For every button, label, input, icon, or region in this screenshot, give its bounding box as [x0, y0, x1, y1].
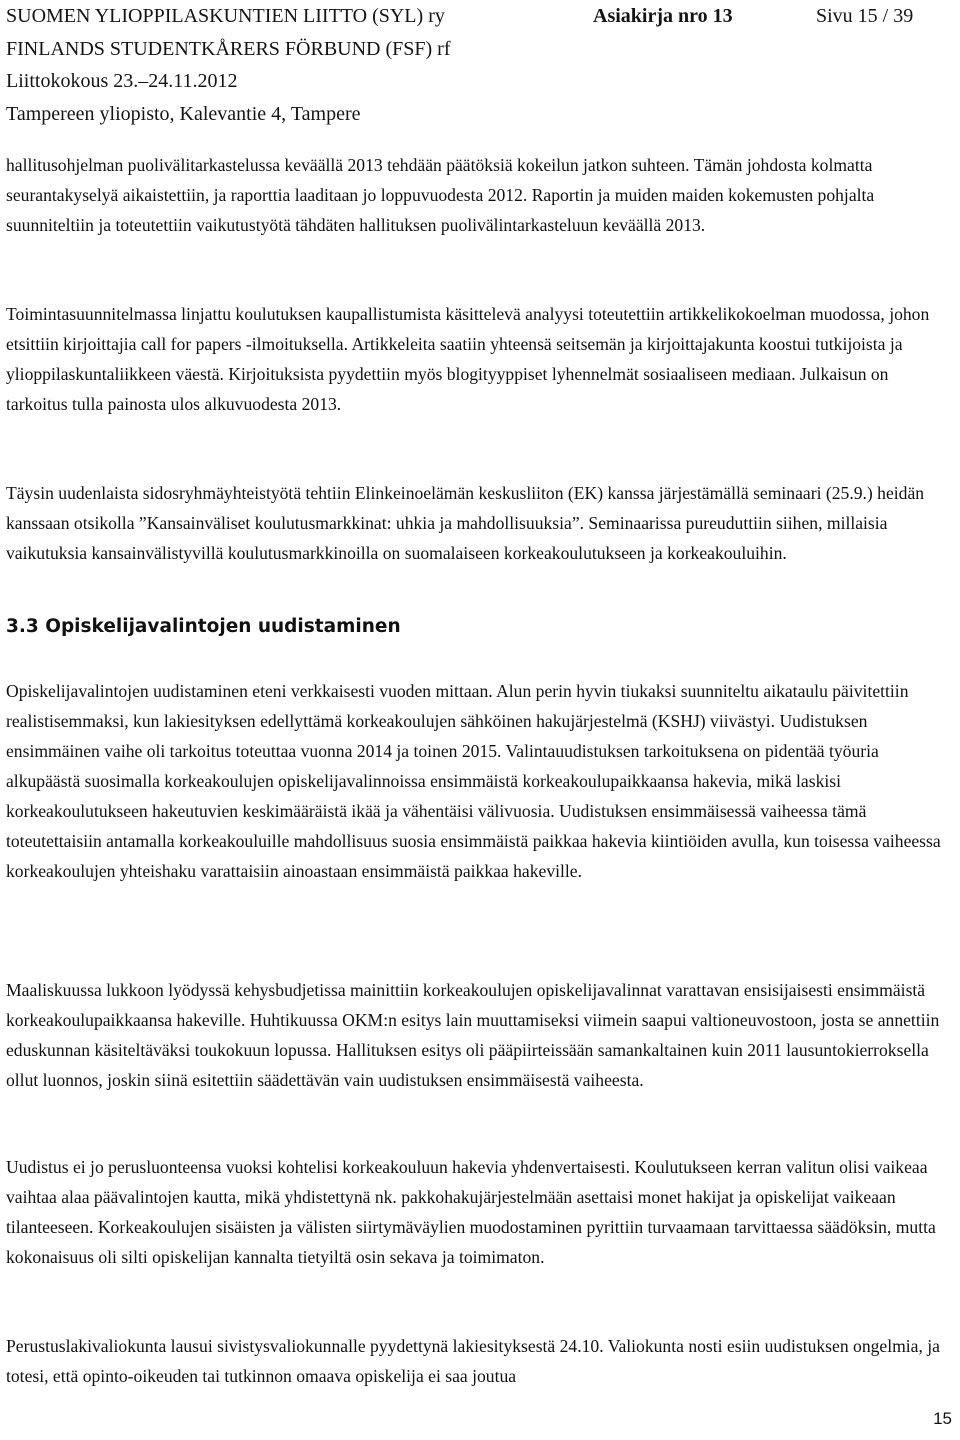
page-header — [6, 0, 954, 130]
page-indicator: Sivu 15 / 39 — [816, 5, 914, 27]
paragraph-6: Uudistus ei jo perusluonteensa vuoksi kohtelisi korkeakouluun hakevia yhdenvertaisesti. Koulutukseen kerran valitun olisi vaikeaa vaihtaa alaa päävalintojen kautta, mikä yhdistettynä nk. pakkohakujärjestelmään asettaisi monet hakijat ja opiskelijat vaikeaan tilanteeseen. Korkeakoulujen sisäisten ja välisten siirtymäväylien muodostaminen pyrittiin turvaamaan tarvittaessa säädöksin, mutta kokonaisuus oli silti opiskelijan kannalta tietyiltä osin sekava ja toimimaton. — [6, 1157, 936, 1267]
organization-name-sv: FINLANDS STUDENTKÅRERS FÖRBUND (FSF) rf — [6, 37, 451, 60]
paragraph-1: hallitusohjelman puolivälitarkastelussa keväällä 2013 tehdään päätöksiä kokeilun jatkon suhteen. Tämän johdosta kolmatta seurantakyselyä aikaistettiin, ja raporttia laaditaan jo loppuvuodesta 2012. Raportin ja muiden maiden kokemusten pohjalta suunniteltiin ja toteutettiin vaikutustyötä tähdäten hallituksen puolivälintarkasteluun keväällä 2013. — [6, 155, 875, 235]
section-heading: 3.3 Opiskelijavalintojen uudistaminen — [6, 616, 401, 637]
paragraph-5: Maaliskuussa lukkoon lyödyssä kehysbudjetissa mainittiin korkeakoulujen opiskelijavalinnat varattavan ensisijaisesti ensimmäistä korkeakoulupaikkaansa hakeville. Huhtikuussa OKM:n esitys lain muuttamiseksi viimein saapui valtioneuvostoon, josta se annettiin eduskunnan käsiteltäväksi toukokuun lopussa. Hallituksen esitys oli pääpiirteissään samankaltainen kuin 2011 lausuntokierroksella ollut luonnos, joskin siinä esitettiin säädettävän vain uudistuksen ensimmäisestä vaiheesta. — [6, 980, 940, 1090]
paragraph-7: Perustuslakivaliokunta lausui sivistysvaliokunnalle pyydettynä lakiesityksestä 24.10. Valiokunta nosti esiin uudistuksen ongelmia, ja totesi, että opinto-oikeuden tai tutkinnon omaava opiskelija ei saa joutua — [6, 1336, 940, 1386]
paragraph-3: Täysin uudenlaista sidosryhmäyhteistyötä tehtiin Elinkeinoelämän keskusliiton (EK) kanssa järjestämällä seminaari (25.9.) heidän kanssaan otsikolla ”Kansainväliset koulutusmarkkinat: uhkia ja mahdollisuuksia”. Seminaarissa pureuduttiin siihen, millaisia vaikutuksia kansainvälistyvillä koulutusmarkkinoilla on suomalaiseen korkeakoulutukseen ja korkeakouluihin. — [6, 483, 925, 563]
organization-name-fi: SUOMEN YLIOPPILASKUNTIEN LIITTO (SYL) ry — [6, 5, 445, 27]
document-number: Asiakirja nro 13 — [593, 5, 733, 27]
meeting-info: Liittokokous 23.–24.11.2012 — [6, 70, 238, 92]
header-row — [6, 0, 954, 33]
page-number: 15 — [933, 1409, 952, 1428]
paragraph-4: Opiskelijavalintojen uudistaminen eteni verkkaisesti vuoden mittaan. Alun perin hyvin tiukaksi suunniteltu aikataulu päivitettiin realistisemmaksi, kun lakiesityksen edellyttämä korkeakoulujen sähköinen hakujärjestelmä (KSHJ) viivästyi. Uudistuksen ensimmäinen vaihe oli tarkoitus toteuttaa vuonna 2014 ja toinen 2015. Valintauudistuksen tarkoituksena on pidentää työuria alkupäästä suosimalla korkeakoulujen opiskelijavalinnoissa ensimmäistä korkeakoulupaikkaansa hakevia, mikä laskisi korkeakoulutukseen hakeutuvien keskimääräistä ikää ja vähentäisi välivuosia. Uudistuksen ensimmäisessä vaiheessa tämä toteutettaisiin antamalla korkeakouluille mahdollisuus suosia ensimmäistä paikkaa hakevia kiintiöiden avulla, kun toisessa vaiheessa korkeakoulujen yhteishaku varattaisiin ainoastaan ensimmäistä paikkaa hakeville. — [6, 681, 941, 881]
meeting-location: Tampereen yliopisto, Kalevantie 4, Tampere — [6, 102, 361, 125]
paragraph-2: Toimintasuunnitelmassa linjattu koulutuksen kaupallistumista käsittelevä analyysi toteutettiin artikkelikokoelman muodossa, johon etsittiin kirjoittajia call for papers -ilmoituksella. Artikkeleita saatiin yhteensä seitsemän ja kirjoittajakunta koostui tutkijoista ja ylioppilaskuntaliikkeen väestä. Kirjoituksista pyydettiin myös blogityyppiset lyhennelmät sosiaaliseen mediaan. Julkaisun on tarkoitus tulla painosta ulos alkuvuodesta 2013. — [6, 304, 930, 414]
